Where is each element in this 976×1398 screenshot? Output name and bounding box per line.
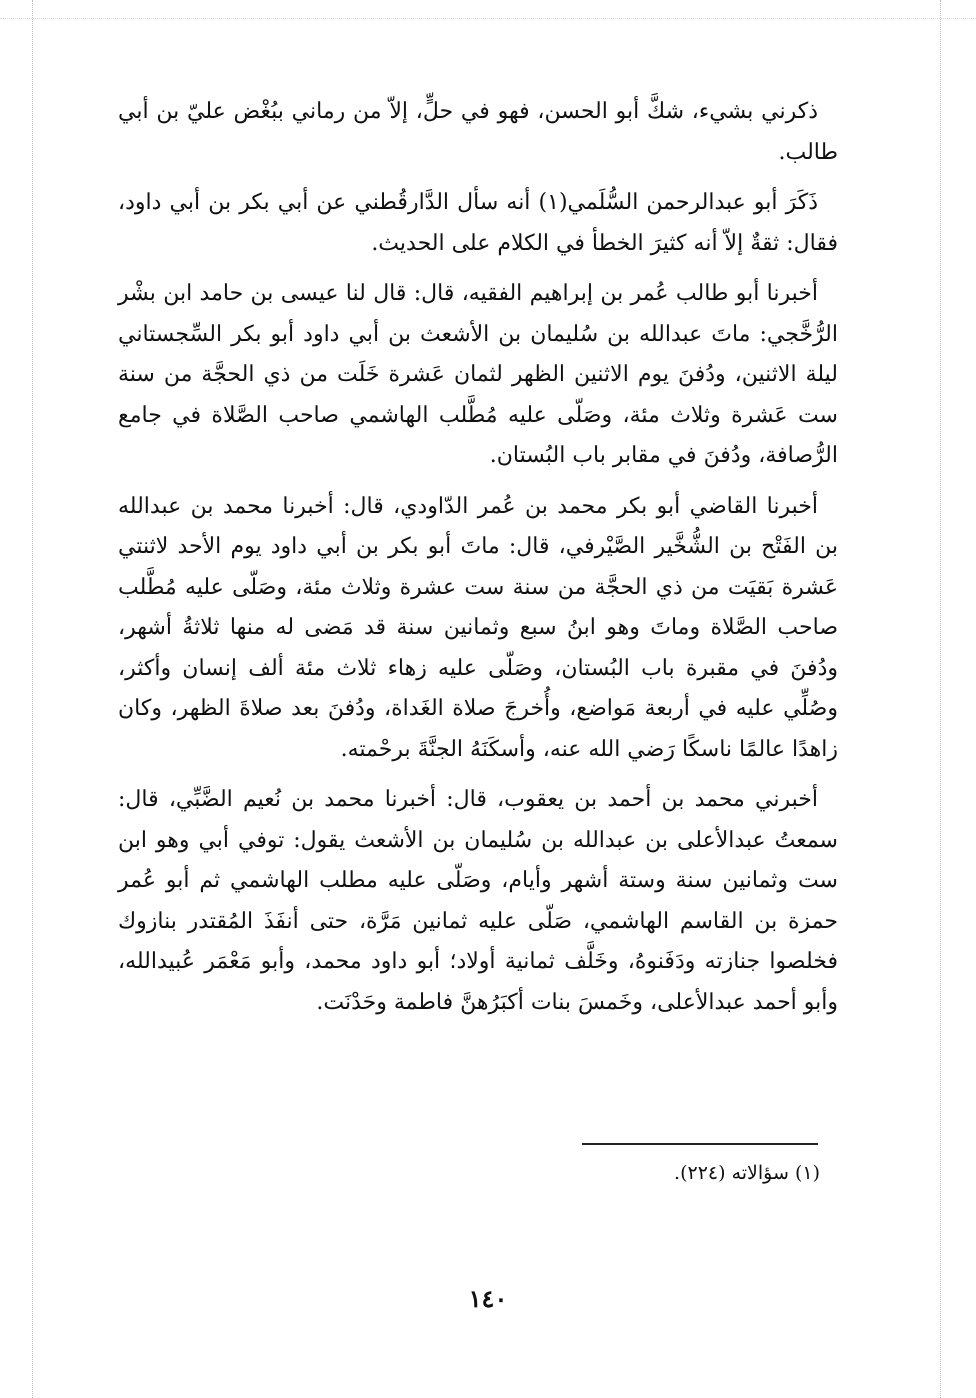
footnote-separator — [582, 1143, 818, 1145]
scan-edge-top — [0, 18, 976, 19]
page-number: ١٤٠ — [468, 1284, 508, 1313]
paragraph-2: ذَكَرَ أبو عبدالرحمن السُّلَمي(١) أنه سأل الدَّارقُطني عن أبي بكر بن أبي داود، فقال: ثقةٌ إلاّ أنه كثيرَ الخطأ في الكلام على الحديث. — [118, 190, 838, 256]
scan-edge-left — [32, 0, 33, 1398]
paragraph-3: أخبرنا أبو طالب عُمر بن إبراهيم الفقيه، قال: قال لنا عيسى بن حامد ابن بشْر الرُّخَّجي: ماتَ عبدالله بن سُليمان بن الأشعث بن أبي داود أبو بكر السِّجستاني ليلة الاثنين، ودُفنَ يوم الاثنين الظهر لثمان عَشرة خَلَت من ذي الحجَّة من سنة ست عَشرة وثلاث مئة، وصَلّى عليه مُطَّلب الهاشمي صاحب الصَّلاة في جامع الرُّصافة، ودُفنَ في مقابر باب البُستان. — [118, 281, 838, 468]
scan-edge-right — [940, 0, 941, 1398]
page-body — [118, 92, 838, 1033]
paragraph-5: أخبرني محمد بن أحمد بن يعقوب، قال: أخبرنا محمد بن نُعيم الضَّبِّي، قال: سمعتُ عبدالأعلى بن عبدالله بن سُليمان بن الأشعث يقول: توفي أبي وهو ابن ست وثمانين سنة وستة أشهر وأيام، وصَلّى عليه مطلب الهاشمي ثم أبو عُمر حمزة بن القاسم الهاشمي، صَلّى عليه ثمانين مَرَّة، حتى أنفَذَ المُقتدر بنازوك فخلصوا جنازته ودَفَنوهُ، وخَلَّف ثمانية أولاد؛ أبو داود محمد، وأبو مَعْمَر عُبيدالله، وأبو أحمد عبدالأعلى، وخَمسَ بنات أكبَرُهنَّ فاطمة وحَدْنَت. — [118, 787, 838, 1015]
paragraph-4: أخبرنا القاضي أبو بكر محمد بن عُمر الدّاودي، قال: أخبرنا محمد بن عبدالله بن الفَتْح بن الشُّخَّير الصَّيْرفي، قال: ماتَ أبو بكر بن أبي داود يوم الأحد لاثنتي عَشرة بَقيَت من ذي الحجَّة من سنة ست عشرة وثلاث مئة، وصَلّى عليه مُطَّلب صاحب الصَّلاة وماتَ وهو ابنُ سبع وثمانين سنة قد مَضى له منها ثلاثةُ أشهر، ودُفنَ في مقبرة باب البُستان، وصَلّى عليه زهاء ثلاث مئة ألف إنسان وأكثر، وصُلِّي عليه في أربعة مَواضع، وأُخرجَ صلاة الغَداة، ودُفنَ بعد صلاةَ الظهر، وكان زاهدًا عالمًا ناسكًا رَضي الله عنه، وأسكَنَهُ الجنَّةَ برحْمته. — [118, 493, 838, 762]
footnote: (١) سؤالاته (٢٢٤). — [674, 1162, 820, 1184]
paragraph-1: ذكرني بشيء، شكَّ أبو الحسن، فهو في حلٍّ، إلاّ من رماني ببُغْض عليّ بن أبي طالب. — [118, 99, 838, 165]
